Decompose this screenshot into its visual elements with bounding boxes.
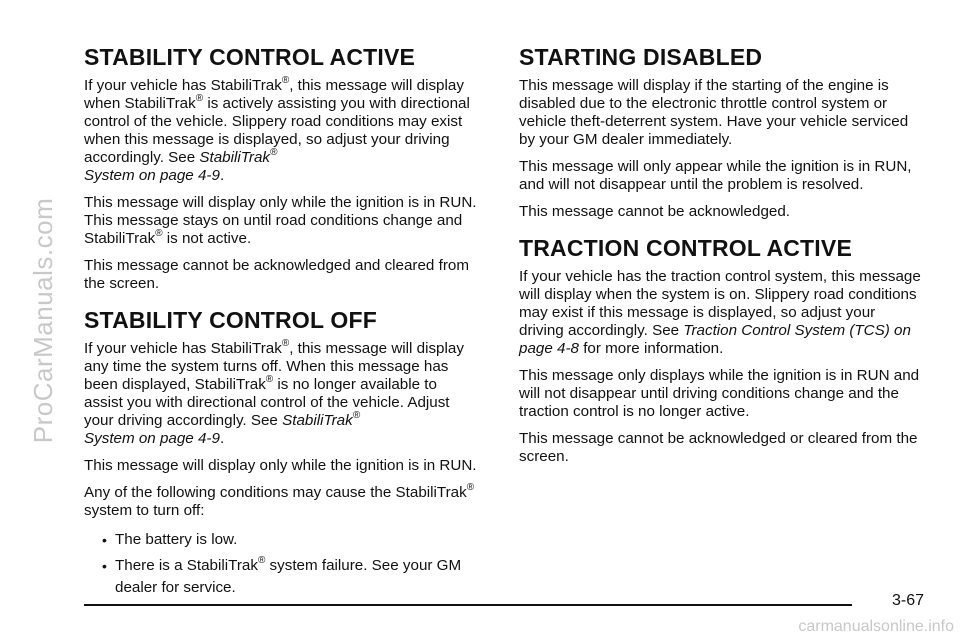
paragraph: This message will display only while the ignition is in RUN. xyxy=(84,457,477,474)
left-column xyxy=(84,44,479,603)
section-heading: STABILITY CONTROL OFF xyxy=(84,307,377,333)
paragraph: This message will only appear while the ignition is in RUN, and will not disappear until the problem is resolved. xyxy=(519,158,912,193)
side-watermark xyxy=(24,0,64,640)
section-traction-control-active xyxy=(519,235,924,466)
section-stability-control-active xyxy=(84,44,479,293)
footer-rule xyxy=(84,604,852,606)
page-number: 3-67 xyxy=(891,592,924,609)
section-stability-control-off xyxy=(84,307,479,599)
section-heading: STARTING DISABLED xyxy=(519,44,763,70)
registered-mark: ® xyxy=(155,227,163,239)
paragraph: This message will display if the starting of the engine is disabled due to the electronic throttle control system or vehicle theft-deterrent system. Have your vehicle serviced by your GM dealer immediately. xyxy=(519,77,909,148)
page-reference: Traction Control System (TCS) on page 4-8 xyxy=(519,322,911,357)
paragraph: Any of the following conditions may cause the StabiliTrak® system to turn off: xyxy=(84,481,475,519)
bullet-icon: • xyxy=(102,532,107,548)
list-item: • The battery is low. xyxy=(84,529,479,551)
registered-mark: ® xyxy=(257,554,266,566)
page-reference: StabiliTrak® System on page 4-9 xyxy=(84,409,361,447)
registered-mark: ® xyxy=(265,373,274,385)
paragraph: This message cannot be acknowledged or cleared from the screen. xyxy=(519,430,918,465)
bullet-icon: • xyxy=(102,558,107,574)
registered-mark: ® xyxy=(466,481,475,493)
paragraph: If your vehicle has StabiliTrak®, this message will display any time the system turns off. When this message has been displayed, StabiliTrak® is no longer available to assist you with directional control of the vehicle. Adjust your driving accordingly. See StabiliTrak® System on page 4-9. xyxy=(84,337,464,447)
bullet-list xyxy=(84,529,479,599)
paragraph: This message cannot be acknowledged. xyxy=(519,203,791,220)
registered-mark: ® xyxy=(195,92,204,104)
registered-mark: ® xyxy=(281,337,290,349)
side-watermark-text: ProCarManuals.com xyxy=(28,197,59,443)
right-column xyxy=(519,44,924,475)
section-heading: STABILITY CONTROL ACTIVE xyxy=(84,44,416,70)
list-item: • There is a StabiliTrak® system failure. See your GM dealer for service. xyxy=(102,554,462,596)
registered-mark: ® xyxy=(281,74,290,86)
section-heading: TRACTION CONTROL ACTIVE xyxy=(519,235,852,261)
paragraph: This message only displays while the ignition is in RUN and will not disappear until driving conditions change and the traction control is no longer active. xyxy=(519,367,920,420)
paragraph: This message will display only while the ignition is in RUN. This message stays on until road conditions change and StabiliTrak® is not active. xyxy=(84,194,477,247)
bottom-watermark: carmanualsonline.info xyxy=(798,618,954,635)
page-reference: StabiliTrak® System on page 4-9 xyxy=(84,146,278,184)
paragraph: This message cannot be acknowledged and cleared from the screen. xyxy=(84,257,469,292)
section-starting-disabled xyxy=(519,44,924,221)
paragraph: If your vehicle has the traction control system, this message will display when the system is on. Slippery road conditions may exist if this message is displayed, so adjust your driving accordingly. See Traction Control System (TCS) on page 4-8 for more information. xyxy=(519,268,921,357)
paragraph: If your vehicle has StabiliTrak®, this message will display when StabiliTrak® is actively assisting you with directional control of the vehicle. Slippery road conditions may exist when this message is displayed, so adjust your driving accordingly. See StabiliTrak® System on page 4-9. xyxy=(84,74,470,184)
